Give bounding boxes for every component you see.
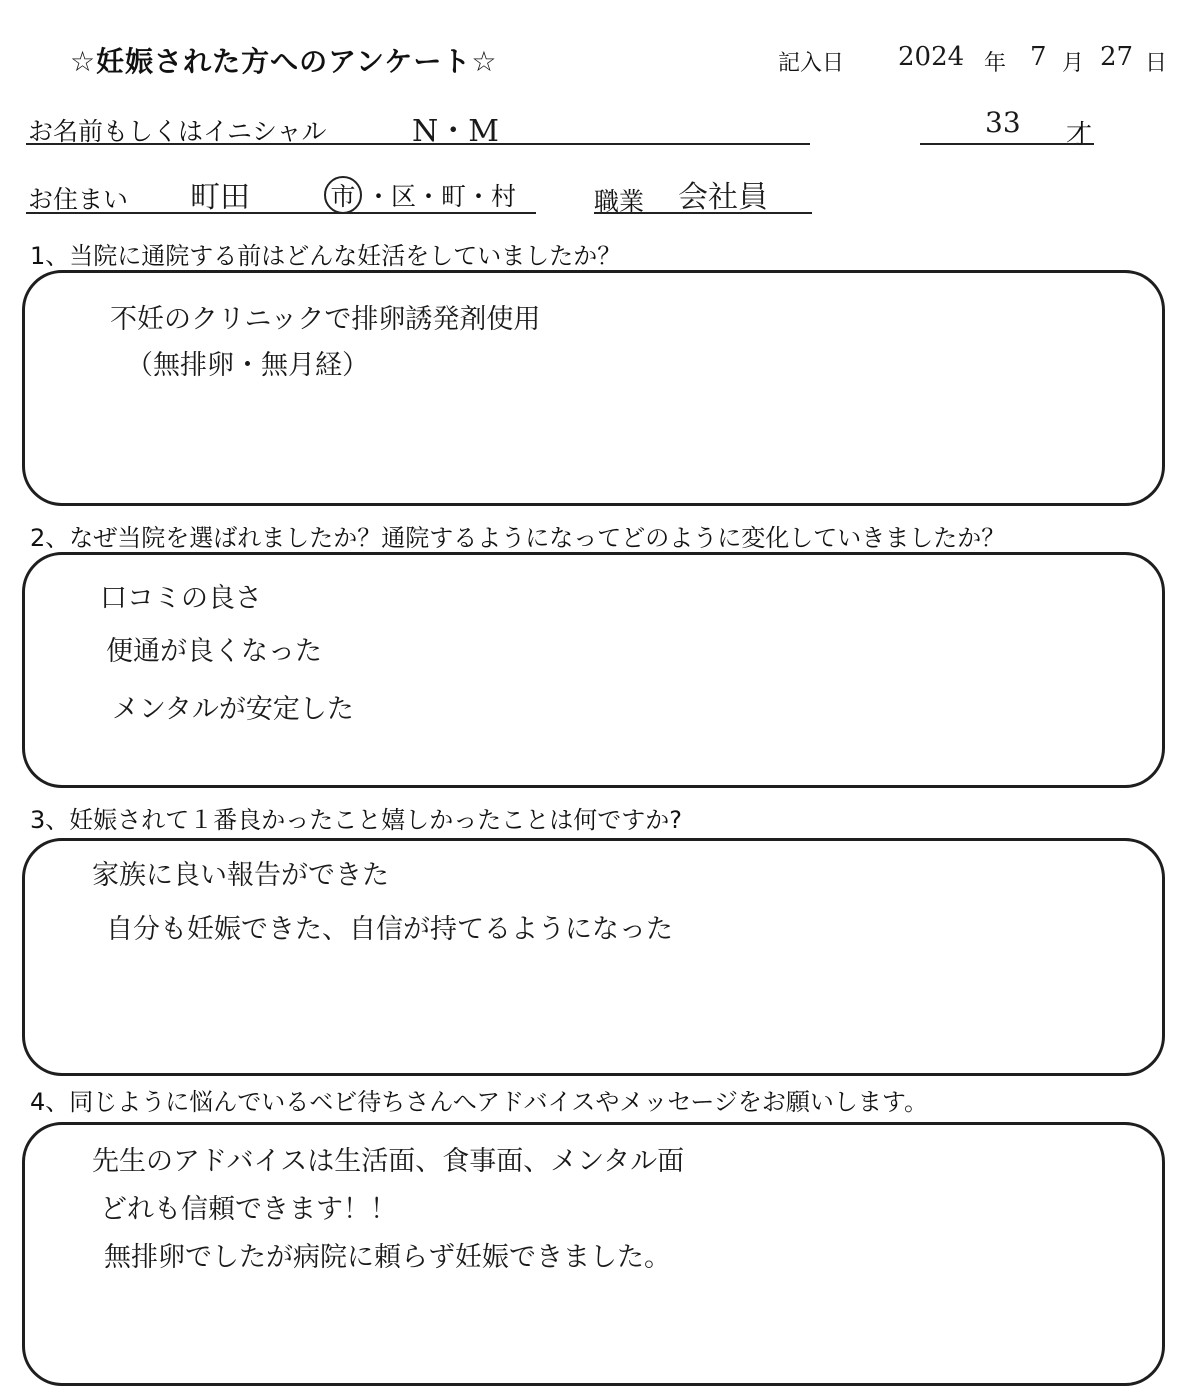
name-value: N・M — [412, 114, 499, 149]
job-underline — [594, 212, 812, 214]
question-2-answer-line: メンタルが安定した — [112, 694, 354, 725]
age-value: 33 — [985, 106, 1021, 139]
job-label: 職業 — [594, 187, 645, 216]
date-month-unit: 月 — [1062, 51, 1085, 76]
date-year-unit: 年 — [984, 51, 1007, 76]
address-type-selected: 市 — [324, 176, 362, 214]
address-type-others: ・区・町・村 — [366, 182, 517, 211]
question-2-answer-line: 口コミの良さ — [100, 583, 262, 614]
address-value: 町田 — [190, 180, 250, 215]
date-year: 2024 — [898, 42, 965, 72]
date-label: 記入日 — [778, 51, 845, 76]
question-3-answer-line: 家族に良い報告ができた — [92, 860, 389, 891]
question-4-answer-line: どれも信頼できます！！ — [100, 1194, 397, 1225]
question-1-answer-line: （無排卵・無月経） — [126, 350, 369, 381]
survey-title: ☆妊娠された方へのアンケート☆ — [70, 45, 498, 78]
question-2-answer-line: 便通が良くなった — [106, 636, 322, 667]
name-label: お名前もしくはイニシャル — [28, 117, 327, 146]
job-value: 会社員 — [678, 180, 768, 215]
address-label: お住まい — [28, 185, 129, 214]
question-1-label: 1、当院に通院する前はどんな妊活をしていましたか？ — [30, 242, 622, 270]
age-underline — [920, 143, 1094, 145]
date-day: 27 — [1100, 42, 1134, 72]
age-unit: 才 — [1066, 120, 1093, 150]
date-day-unit: 日 — [1145, 51, 1168, 76]
address-underline — [26, 212, 536, 214]
question-4-answer-line: 先生のアドバイスは生活面、食事面、メンタル面 — [92, 1146, 685, 1177]
question-3-answer-line: 自分も妊娠できた、自信が持てるようになった — [106, 914, 673, 945]
question-3-label: 3、妊娠されて１番良かったこと嬉しかったことは何ですか? — [30, 806, 683, 834]
question-2-label: 2、なぜ当院を選ばれましたか？通院するようになってどのように変化していきましたか？ — [30, 524, 1006, 552]
name-underline — [26, 143, 810, 145]
date-month: 7 — [1030, 42, 1047, 72]
question-1-answer-line: 不妊のクリニックで排卵誘発剤使用 — [110, 304, 541, 335]
question-4-label: 4、同じように悩んでいるベビ待ちさんへアドバイスやメッセージをお願いします。 — [30, 1088, 928, 1116]
address-type — [324, 176, 516, 214]
question-4-answer-line: 無排卵でしたが病院に頼らず妊娠できました。 — [104, 1242, 671, 1273]
